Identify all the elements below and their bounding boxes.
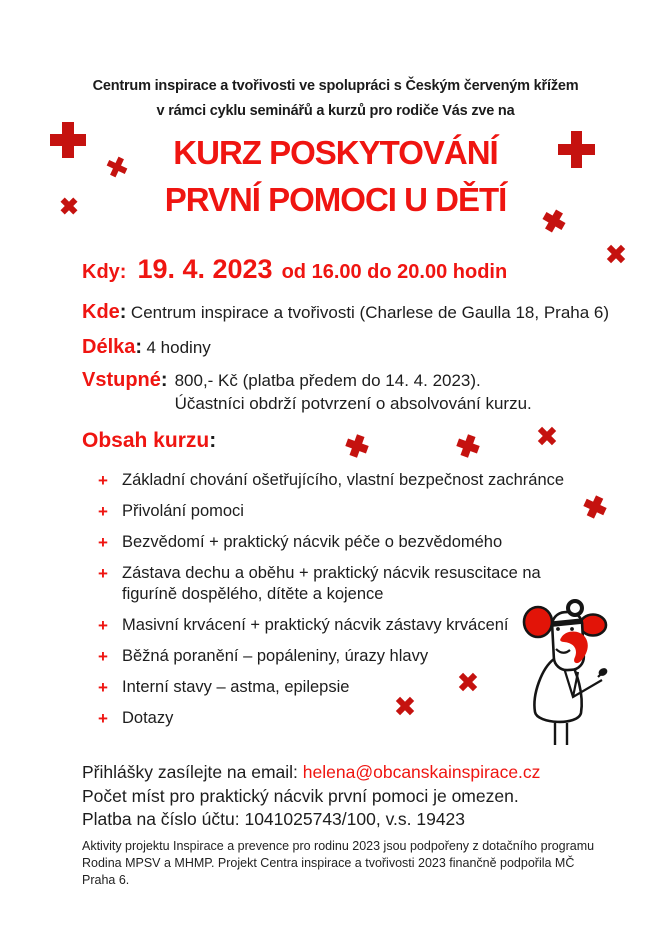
red-cross-icon <box>533 422 561 450</box>
where-value: Centrum inspirace a tvořivosti (Charlese de Gaulla 18, Praha 6) <box>130 303 610 322</box>
red-cross-icon <box>343 432 371 460</box>
course-topic-item <box>98 708 585 729</box>
plus-bullet-icon: + <box>98 502 108 521</box>
when-time: od 16.00 do 20.00 hodin <box>281 261 508 283</box>
header-line-2: v rámci cyklu seminářů a kurzů pro rodiče Vás zve na <box>156 103 515 119</box>
plus-bullet-icon: + <box>98 471 108 490</box>
duration-row <box>82 336 211 359</box>
fee-colon: : <box>160 369 168 391</box>
plus-bullet-icon: + <box>98 564 108 583</box>
fee-value: 800,- Kč (platba předem do 14. 4. 2023). <box>174 371 481 390</box>
course-topic-text: Interní stavy – astma, epilepsie <box>122 678 350 696</box>
plus-bullet-icon: + <box>98 678 108 697</box>
flyer-header <box>0 74 671 124</box>
course-topic-text: Základní chování ošetřujícího, vlastní bezpečnost zachránce <box>122 471 565 489</box>
course-topic-text: Přivolání pomoci <box>122 502 244 520</box>
red-cross-icon <box>454 432 482 460</box>
fee-row <box>82 369 532 415</box>
duration-label: Délka <box>82 336 136 358</box>
course-topic-text: Bezvědomí + praktický nácvik péče o bezvědomého <box>122 533 503 551</box>
duration-colon: : <box>135 336 143 358</box>
duration-value: 4 hodiny <box>146 338 211 357</box>
when-row <box>82 254 507 285</box>
course-topic-text: Běžná poranění – popáleniny, úrazy hlavy <box>122 647 429 665</box>
course-topic-item <box>98 470 585 491</box>
header-line-1: Centrum inspirace a tvořivosti ve spolupráci s Českým červeným křížem <box>92 78 579 94</box>
course-topic-item <box>98 677 585 698</box>
plus-bullet-icon: + <box>98 647 108 666</box>
when-date: 19. 4. 2023 <box>137 254 273 284</box>
when-label: Kdy: <box>82 261 127 283</box>
red-cross-icon <box>602 240 630 268</box>
fee-note: Účastníci obdrží potvrzení o absolvování kurzu. <box>174 394 532 413</box>
course-topic-text: Zástava dechu a oběhu + praktický nácvik resuscitace na figuríně dospělého, dítěte a kojence <box>122 564 541 603</box>
contact-email-link[interactable]: helena@obcanskainspirace.cz <box>302 762 541 782</box>
capacity-line: Počet míst pro praktický nácvik první pomoci je omezen. <box>82 785 519 806</box>
plus-bullet-icon: + <box>98 616 108 635</box>
page-title <box>0 129 671 223</box>
course-topic-item <box>98 532 585 553</box>
course-topic-item <box>98 563 585 605</box>
course-topic-list <box>98 470 585 739</box>
fee-label: Vstupné <box>82 369 161 391</box>
course-heading-label: Obsah kurzu <box>82 429 210 452</box>
apply-text: Přihlášky zasílejte na email: <box>82 762 303 782</box>
plus-bullet-icon: + <box>98 533 108 552</box>
doctor-mouse-mascot-illustration <box>522 596 614 748</box>
course-topic-text: Dotazy <box>122 709 174 727</box>
course-content-heading <box>82 429 216 453</box>
contact-block <box>82 761 540 832</box>
plus-bullet-icon: + <box>98 709 108 728</box>
where-colon: : <box>119 301 127 323</box>
title-line-2: PRVNÍ POMOCI U DĚTÍ <box>164 181 507 218</box>
where-row <box>82 301 609 324</box>
course-topic-item <box>98 646 585 667</box>
where-label: Kde <box>82 301 120 323</box>
course-heading-colon: : <box>209 429 217 452</box>
course-topic-text: Masivní krvácení + praktický nácvik zástavy krvácení <box>122 616 509 634</box>
title-line-1: KURZ POSKYTOVÁNÍ <box>173 134 498 171</box>
payment-line: Platba na číslo účtu: 1041025743/100, v.s. 19423 <box>82 809 466 829</box>
apply-line <box>82 761 540 785</box>
course-topic-item <box>98 501 585 522</box>
course-topic-item <box>98 615 585 636</box>
funding-small-print: Aktivity projektu Inspirace a prevence pro rodinu 2023 jsou podpořeny z dotačního programu Rodina MPSV a MHMP. Projekt Centra inspirace a tvořivosti 2023 finančně podpořila MČ Praha 6. <box>82 839 595 887</box>
